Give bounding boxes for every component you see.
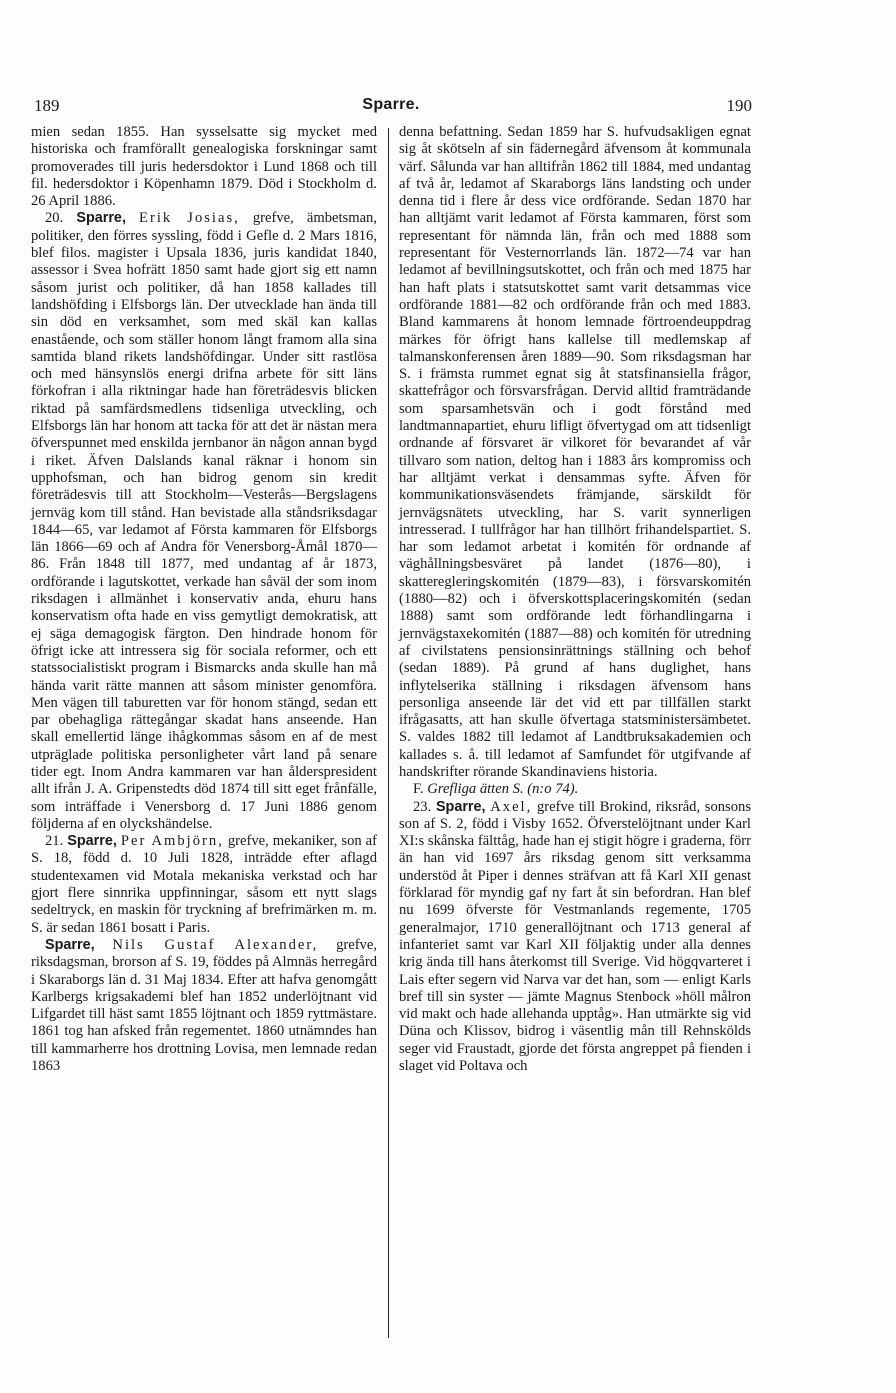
- signature-prefix: F.: [413, 781, 424, 798]
- entry-text: grefve, ämbetsman, politiker, den förres syssling, född i Gefle d. 2 Mars 1816, blef filos. magister i Upsala 1836, juris kandidat 1840, assessor i Svea hofrätt 1850 samt hade gjort sig ett namn såsom jurist och politiker, då han 1858 kallades till landshöfding i Elfsborgs län. Der utvecklade han ända till sin död en verksamhet, som med skäl kan kallas enastående, och som ställer honom långt framom alla sina samtida bland rikets landshöfdingar. Under sitt rastlösa och med hänsynslös energi drifna arbete för sitt läns förkofran i alla riktningar hade han företrädesvis blicken riktad på samfärdsmedlens tidsenliga utveckling, och Elfsborgs län har honom att tacka för att det är nästan mera öfverspunnet med enskilda jernbanor än någon annan bygd i riket. Äfven Dalslands kanal räknar i honom sin upphofsman, och han bidrog genom sin kredit företrädesvis till att Stockholm—Vesterås—Bergslagens jernväg kom till stånd. Han bevistade alla ståndsriksdagar 1844—65, var ledamot af Första kammaren för Elfsborgs län 1866—69 och af Andra för Venersborg-Åmål 1870—86. Från 1848 till 1877, med undantag af år 1873, ordförande i lagutskottet, verkade han såväl der som inom riksdagen i allmänhet i konservativ anda, ehuru hans konservatism ofta hade en viss gemytligt demokratisk, att ej säga demagogisk färgton. Den hindrade honom för öfrigt icke att intressera sig för sociala reformer, och ett statssocialistiskt program i Bismarcks anda skulle han må hända varit rätte mannen att såsom minister genomföra. Men vägen till taburetten var för honom stängd, sedan ett par obehagliga rättegångar skadat hans anseende. Han skall emellertid länge ihågkommas såsom en af de mest utpräglade politiska personligheter vårt land på senare tider egt. Inom Andra kammaren var han ålderspresident allt ifrån J. A. Gripenstedts död 1874 till sitt eget frånfälle, som inträffade i Venersborg d. 17 Juni 1886 genom följderna af en olyckshändelse.: [31, 210, 377, 832]
- entry-23: [399, 799, 751, 1076]
- entry-given-name: Nils Gustaf Alexander,: [112, 936, 319, 953]
- entry-text: grefve till Brokind, riksråd, sonsons son af S. 2, född i Visby 1652. Öfverstelöjtnant under Karl XI:s skånska fälttåg, hade han ej stigit högre i graderna, förr än han vid 1697 års riksdag genom sitt verksamma understöd åt Piper i dennes sträfvan att få Karl XII genast förklarad för myndig gaf ny fart åt sin befordran. Han blef nu 1699 öfverste för Vestmanlands regemente, 1705 generalmajor, 1710 generallöjtnant och 1713 general af infanteriet samt var Karl XII följaktig under alla dennes krig ända till hans återkomst till Sverige. Vid högqvarteret i Lais efter segern vid Narva var det han, som — enligt Karls bref till sin syster — jämte Magnus Stenbock »höll målron vid makt och hade allehanda upptåg». Han utmärkte sig vid Düna och Klissov, bidrog i väsentlig mån till Rehnskölds seger vid Fraustadt, gjorde det första angreppet på fienden i slaget vid Poltava och: [399, 798, 752, 1075]
- entry-given-name: Axel,: [490, 798, 533, 815]
- entry-given-name: Erik Josias,: [139, 210, 240, 227]
- page-number-left: 189: [34, 96, 60, 115]
- entry-surname: Sparre,: [45, 936, 95, 953]
- entry-20: [31, 210, 377, 833]
- entry-number: 21.: [45, 833, 64, 850]
- column-divider: [388, 128, 389, 1338]
- entry-22: [31, 937, 377, 1075]
- page-header: [30, 96, 752, 120]
- running-head: Sparre.: [362, 96, 420, 113]
- entry-surname: Sparre,: [76, 210, 126, 227]
- source-signature: [399, 781, 751, 798]
- paragraph-continuation: mien sedan 1855. Han sysselsatte sig mycket med historiska och framförallt genealogiska forskningar samt promoverades till juris hedersdoktor i Lund 1868 och till fil. hedersdoktor i Köpenhamn 1879. Död i Stockholm d. 26 April 1886.: [31, 124, 377, 210]
- entry-surname: Sparre,: [435, 798, 486, 815]
- paragraph-continuation: denna befattning. Sedan 1859 har S. hufvudsakligen egnat sig åt skötseln af sin fädernegård äfvensom åt kommunala värf. Sålunda var han alltifrån 1862 till 1884, med undantag af två år, ledamot af Skaraborgs läns landsting och under denna tid i flere år dess vice ordförande. Sedan 1870 har han alltjämt varit ledamot af Första kammaren, först som representant för nämnda län, från och med 1888 som representant för Vesternorrlands län. 1872—74 var han ledamot af bevillningsutskottet, och från och med 1875 har han haft plats i statsutskottet samt varit detsammas vice ordförande 1881—82 och ordförande från och med 1883. Bland kammarens åt honom lemnade förtroendeuppdrag märkes för öfrigt hans kallelse till medlemskap af talmanskonferensen åren 1889—90. Som riksdagsman har S. i främsta rummet egnat sig åt statsfinansiella frågor, skattefrågor och försvarsfrågan. Dervid alltid framträdande som sparsamhetsvän och i godt förstånd med landtmannapartiet, ehuru lifligt öfvertygad om att tidsenligt ordnande af försvaret är vilkoret för bevarandet af vår tillvaro som nation, deltog han i 1883 års kompromiss och har alltjämt verkat i densammas syfte. Äfven för kommunikationsväsendets främjande, särskildt för jernvägsnätets utveckling, har S. varit synnerligen intresserad. I tullfrågor har han tillhört frihandelspartiet. S. har som ledamot arbetat i komitén för ordnande af väghållningsbesväret på landet (1876—80), i skatteregleringskomitén (1879—83), i försvarskomitén (1880—82) och i öfverskottsplaceringskomitén (sedan 1888) samt som ordförande ledt förhandlingarna i jernvägstaxekomitén (1887—88) och komitén för utredning af civilstatens pensionsinrättnings ställning och behof (sedan 1889). På grund af hans duglighet, hans inflytelserika ställning i riksdagen äfvensom hans personliga anseende lär det vid ett par tillfällen starkt ifrågasatts, att han skulle öfvertaga statsministersämbetet. S. valdes 1882 till ledamot af Landtbruksakademien och kallades s. å. till ledamot af Samfundet för utgifvande af handskrifter rörande Skandinaviens historia.: [399, 124, 751, 780]
- entry-text: grefve, riksdagsman, brorson af S. 19, föddes på Almnäs herregård i Skaraborgs län d. 31 Maj 1834. Efter att hafva genomgått Karlbergs krigsakademi blef han 1852 underlöjtnant vid Lifgardet till häst samt 1855 löjtnant och 1859 ryttmästare. 1861 tog han afsked från regementet. 1860 utnämndes han till kammarherre hos drottning Lovisa, men lemnade redan 1863: [31, 936, 377, 1075]
- entry-surname: Sparre,: [67, 833, 117, 850]
- signature-reference: Grefliga ätten S. (n:o 74).: [427, 781, 579, 798]
- entry-given-name: Per Ambjörn,: [120, 833, 224, 850]
- right-column: [399, 124, 751, 1075]
- entry-number: 23.: [413, 798, 432, 815]
- left-column: [31, 124, 377, 1075]
- entry-text: grefve, mekaniker, son af S. 18, född d. 10 Juli 1828, inträdde efter aflagd studentexamen vid Motala mekaniska verkstad och har gjort flere sinnrika uppfinningar, såsom ett nytt slags sedeltryck, en maskin för tryckning af brefrimärken m. m. S. är sedan 1861 bosatt i Paris.: [31, 833, 377, 936]
- entry-number: 20.: [45, 210, 64, 227]
- entry-21: [31, 833, 377, 937]
- page-number-right: 190: [726, 96, 752, 115]
